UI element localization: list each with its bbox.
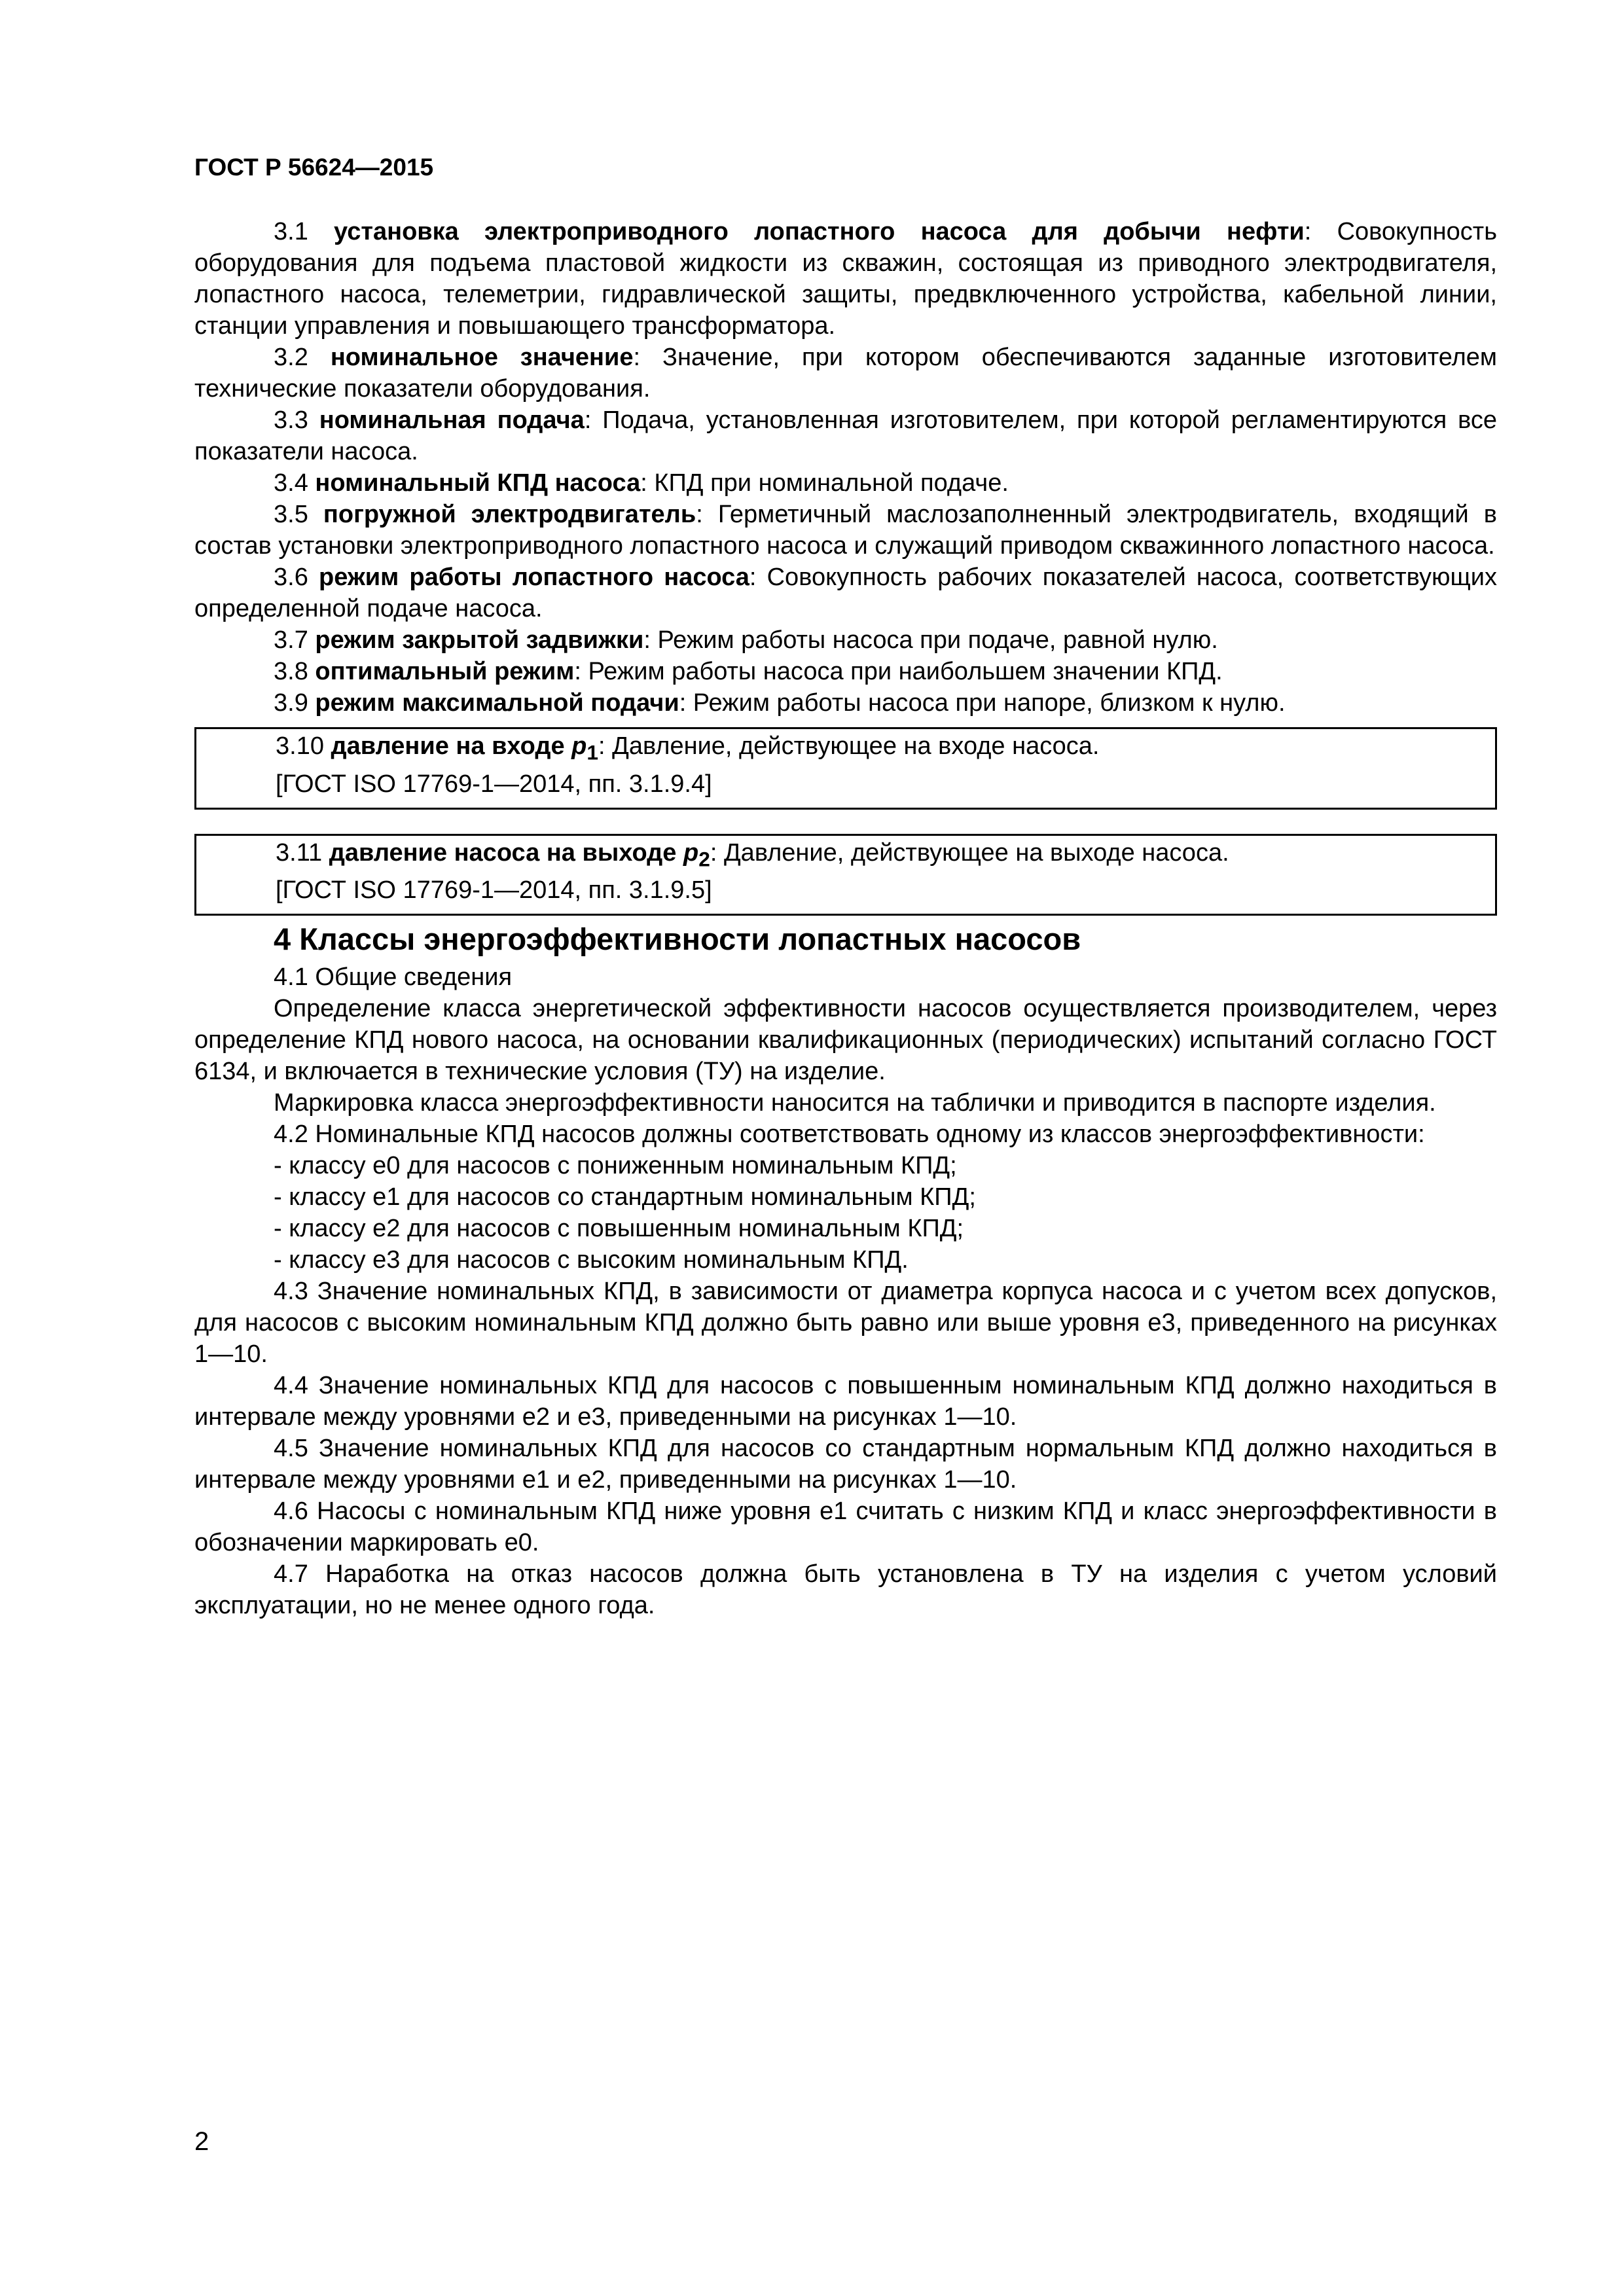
paragraph-marking: Маркировка класса энергоэффективности наносится на таблички и приводится в паспорте изделия. [274,1089,1436,1117]
paragraph-4-6: 4.6 Насосы с номинальным КПД ниже уровня е1 считать с низким КПД и класс энергоэффективности в обозначении маркировать е0. [194,1498,1497,1557]
term-number: 3.6 [274,564,308,591]
term-number: 3.2 [274,344,308,371]
term-number: 3.9 [274,689,308,717]
term-3-6 [194,562,1497,624]
document-body [194,216,1497,1621]
term-3-7 [194,624,1497,656]
list-item: - классу е3 для насосов с высоким номинальным КПД. [274,1246,909,1274]
term-3-1 [194,216,1497,342]
page-number: 2 [194,2127,209,2156]
term-name: режим максимальной подачи [315,689,679,717]
boxed-term-text [196,837,1495,875]
term-definition: : КПД при номинальной подаче. [640,469,1009,497]
term-number: 3.11 [276,838,323,867]
term-3-8 [194,656,1497,687]
term-name: погружной электродвигатель [323,501,696,528]
term-number: 3.10 [276,732,324,760]
term-name: режим работы лопастного насоса [318,564,749,591]
term-definition: : Давление, действующее на выходе насоса. [710,838,1229,867]
term-3-2 [194,342,1497,404]
term-3-3 [194,404,1497,467]
paragraph-4-1: 4.1 Общие сведения [274,963,513,992]
term-definition: : Давление, действующее на входе насоса. [598,732,1100,760]
term-name: номинальная подача [319,406,585,434]
term-3-5 [194,499,1497,562]
list-item: - классу е0 для насосов с пониженным номинальным КПД; [274,1152,957,1180]
term-definition: : Совокупность оборудования для подъема пластовой жидкости из скважин, состоящая из приводного электродвигателя, лопастного насоса, телеметрии, гидравлической защиты, предвключенного устройства, кабельной линии, станции управления и повышающего трансформатора. [194,218,1497,340]
term-definition: : Совокупность рабочих показателей насоса, соответствующих определенной подаче насоса. [194,564,1497,622]
term-name: номинальный КПД насоса [315,469,641,497]
document-header: ГОСТ Р 56624—2015 [194,154,434,181]
term-reference: [ГОСТ ISO 17769-1—2014, пп. 3.1.9.5] [276,876,712,905]
paragraph-4-3: 4.3 Значение номинальных КПД, в зависимости от диаметра корпуса насоса и с учетом всех допусков, для насосов с высоким номинальным КПД должно быть равно или выше уровня е3, приведенного на рисунках 1—10. [194,1278,1497,1369]
boxed-term-3-10 [194,727,1497,810]
term-symbol-subscript: 2 [698,847,710,871]
term-number: 3.8 [274,658,308,685]
term-name: давление насоса на выходе [329,838,677,867]
term-symbol: p [571,732,587,760]
efficiency-class-list [194,1150,1497,1276]
term-name: установка электроприводного лопастного насоса для добычи нефти [334,218,1305,245]
term-number: 3.3 [274,406,308,434]
section-4-title: 4 Классы энергоэффективности лопастных насосов [274,922,1081,957]
list-item: - классу е2 для насосов с повышенным номинальным КПД; [274,1215,964,1243]
term-name: режим закрытой задвижки [315,626,644,654]
term-3-9 [194,687,1497,719]
term-definition: : Режим работы насоса при напоре, близком к нулю. [679,689,1286,717]
term-number: 3.5 [274,501,308,528]
term-definition: : Подача, установленная изготовителем, при которой регламентируются все показатели насоса. [194,406,1497,465]
term-definition: : Значение, при котором обеспечиваются заданные изготовителем технические показатели оборудования. [194,344,1498,403]
term-definition: : Режим работы насоса при подаче, равной нулю. [643,626,1218,654]
paragraph-4-5: 4.5 Значение номинальных КПД для насосов со стандартным нормальным КПД должно находиться в интервале между уровнями е1 и е2, приведенными на рисунках 1—10. [194,1435,1497,1494]
term-symbol-subscript: 1 [586,740,598,764]
paragraph-4-4: 4.4 Значение номинальных КПД для насосов с повышенным номинальным КПД должно находиться в интервале между уровнями е2 и е3, приведенными на рисунках 1—10. [194,1372,1497,1431]
term-name: номинальное значение [330,344,634,371]
term-reference: [ГОСТ ISO 17769-1—2014, пп. 3.1.9.4] [276,770,712,798]
term-number: 3.7 [274,626,308,654]
term-definition: : Режим работы насоса при наибольшем значении КПД. [574,658,1223,685]
term-definition: : Герметичный маслозаполненный электродвигатель, входящий в состав установки электроприводного лопастного насоса и служащий приводом скважинного лопастного насоса. [194,501,1497,560]
term-name: давление на входе [331,732,565,760]
paragraph-definition: Определение класса энергетической эффективности насосов осуществляется производителем, через определение КПД нового насоса, на основании квалификационных (периодических) испытаний согласно ГОСТ 6134, и включается в технические условия (ТУ) на изделие. [194,995,1497,1086]
boxed-term-3-11 [194,834,1497,916]
term-symbol: p [683,838,699,867]
term-number: 3.4 [274,469,308,497]
term-number: 3.1 [274,218,308,245]
paragraph-4-7: 4.7 Наработка на отказ насосов должна быть установлена в ТУ на изделия с учетом условий эксплуатации, но не менее одного года. [194,1560,1497,1620]
boxed-term-text [196,730,1495,768]
list-item: - классу е1 для насосов со стандартным номинальным КПД; [274,1183,976,1211]
term-3-4 [194,467,1497,499]
paragraph-4-2: 4.2 Номинальные КПД насосов должны соответствовать одному из классов энергоэффективности: [274,1121,1425,1149]
term-name: оптимальный режим [315,658,575,685]
